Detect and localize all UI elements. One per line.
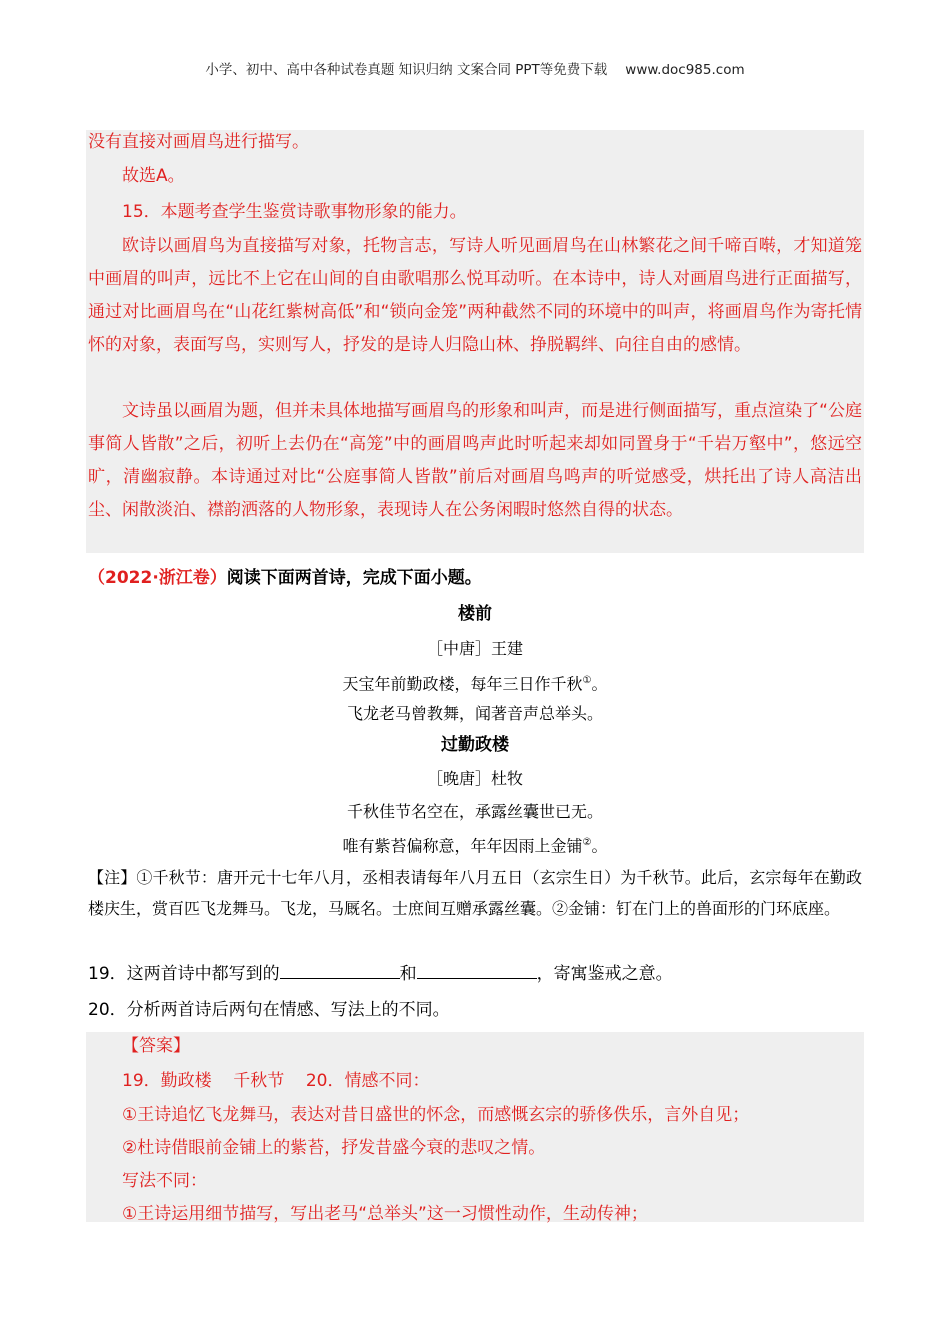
analysis-line2: 故选A。 (122, 166, 185, 186)
answer-line5: ①王诗运用细节描写，写出老马“总举头”这一习惯性动作，生动传神； (122, 1204, 648, 1224)
answer-line3: ②杜诗借眼前金铺上的紫苔，抒发昔盛今衰的悲叹之情。 (122, 1138, 546, 1158)
answer-blank-2[interactable] (417, 960, 537, 979)
analysis-para2: 文诗虽以画眉为题，但并未具体地描写画眉鸟的形象和叫声，而是进行侧面描写，重点渲染了“公庭事简人皆散”之后，初听上去仍在“高笼”中的画眉鸣声此时听起来却如同置身于“千岩万壑中”，悠远空旷，清幽寂静。本诗通过对比“公庭事简人皆散”前后对画眉鸟鸣声的听觉感受，烘托出了诗人高洁出尘、闲散淡泊、襟韵洒落的人物形象，表现诗人在公务闲暇时悠然自得的状态。 (88, 401, 862, 520)
note-text: ①千秋节：唐开元十七年八月，丞相表请每年八月五日（玄宗生日）为千秋节。此后，玄宗每年在勤政楼庆生，赏百匹飞龙舞马。飞龙，马厩名。士庶间互赠承露丝囊。②金铺：钉在门上的兽面形的门环底座。 (88, 868, 862, 918)
question-prompt: 阅读下面两首诗，完成下面小题。 (226, 568, 482, 588)
poem1-line1-end: 。 (591, 674, 608, 694)
page-header (0, 58, 950, 78)
note-label: 【注】 (88, 868, 137, 887)
header-text: 小学、初中、高中各种试卷真题 知识归纳 文案合同 PPT等免费下载 (205, 62, 608, 78)
q19-suffix: ，寄寓鉴戒之意。 (536, 964, 673, 984)
question-19 (88, 958, 673, 991)
analysis-line3: 15．本题考查学生鉴赏诗歌事物形象的能力。 (122, 202, 467, 222)
answer-line2: ①王诗追忆飞龙舞马，表达对昔日盛世的怀念，而感慨玄宗的骄侈佚乐，言外自见； (122, 1105, 750, 1125)
q19-prefix: 19．这两首诗中都写到的 (88, 964, 280, 984)
question-heading (88, 562, 482, 595)
footnote-mark-2: ② (582, 837, 592, 848)
poem1-line1 (0, 664, 950, 700)
poem2-line2-end: 。 (591, 836, 608, 856)
poem2-line1: 千秋佳节名空在，承露丝囊世已无。 (346, 802, 603, 821)
analysis-para1: 欧诗以画眉鸟为直接描写对象，托物言志，写诗人听见画眉鸟在山林繁花之间千啼百啭，才知道笼中画眉的叫声，远比不上它在山间的自由歌唱那么悦耳动听。在本诗中，诗人对画眉鸟进行正面描写，通过对比画眉鸟在“山花红紫树高低”和“锁向金笼”两种截然不同的环境中的叫声，将画眉鸟作为寄托情怀的对象，表面写鸟，实则写人，抒发的是诗人归隐山林、挣脱羁绊、向往自由的感情。 (88, 236, 862, 355)
answer-line1: 19．勤政楼 千秋节 20．情感不同： (122, 1071, 430, 1091)
poem1-author: ［中唐］王建 (426, 639, 523, 658)
poem1-line1-text: 天宝年前勤政楼，每年三日作千秋 (342, 674, 583, 694)
poem2-author: ［晚唐］杜牧 (426, 769, 523, 788)
poem1-title: 楼前 (458, 604, 492, 624)
poem2-title: 过勤政楼 (441, 735, 509, 755)
poem1-line2: 飞龙老马曾教舞，闻著音声总举头。 (346, 704, 603, 723)
answer-blank-1[interactable] (280, 960, 400, 979)
q19-mid: 和 (399, 964, 417, 984)
footnote-mark-1: ① (582, 675, 592, 686)
answer-label: 【答案】 (122, 1036, 190, 1056)
question-source: （2022·浙江卷） (88, 568, 227, 588)
analysis-line1: 没有直接对画眉鸟进行描写。 (88, 132, 309, 152)
header-site: www.doc985.com (625, 62, 745, 78)
poem2-line2 (0, 826, 950, 862)
answer-line4: 写法不同： (122, 1171, 207, 1191)
poem-notes (88, 862, 862, 924)
poem2-line2-text: 唯有紫苔偏称意，年年因雨上金铺 (342, 836, 583, 856)
question-20: 20．分析两首诗后两句在情感、写法上的不同。 (88, 1000, 450, 1020)
